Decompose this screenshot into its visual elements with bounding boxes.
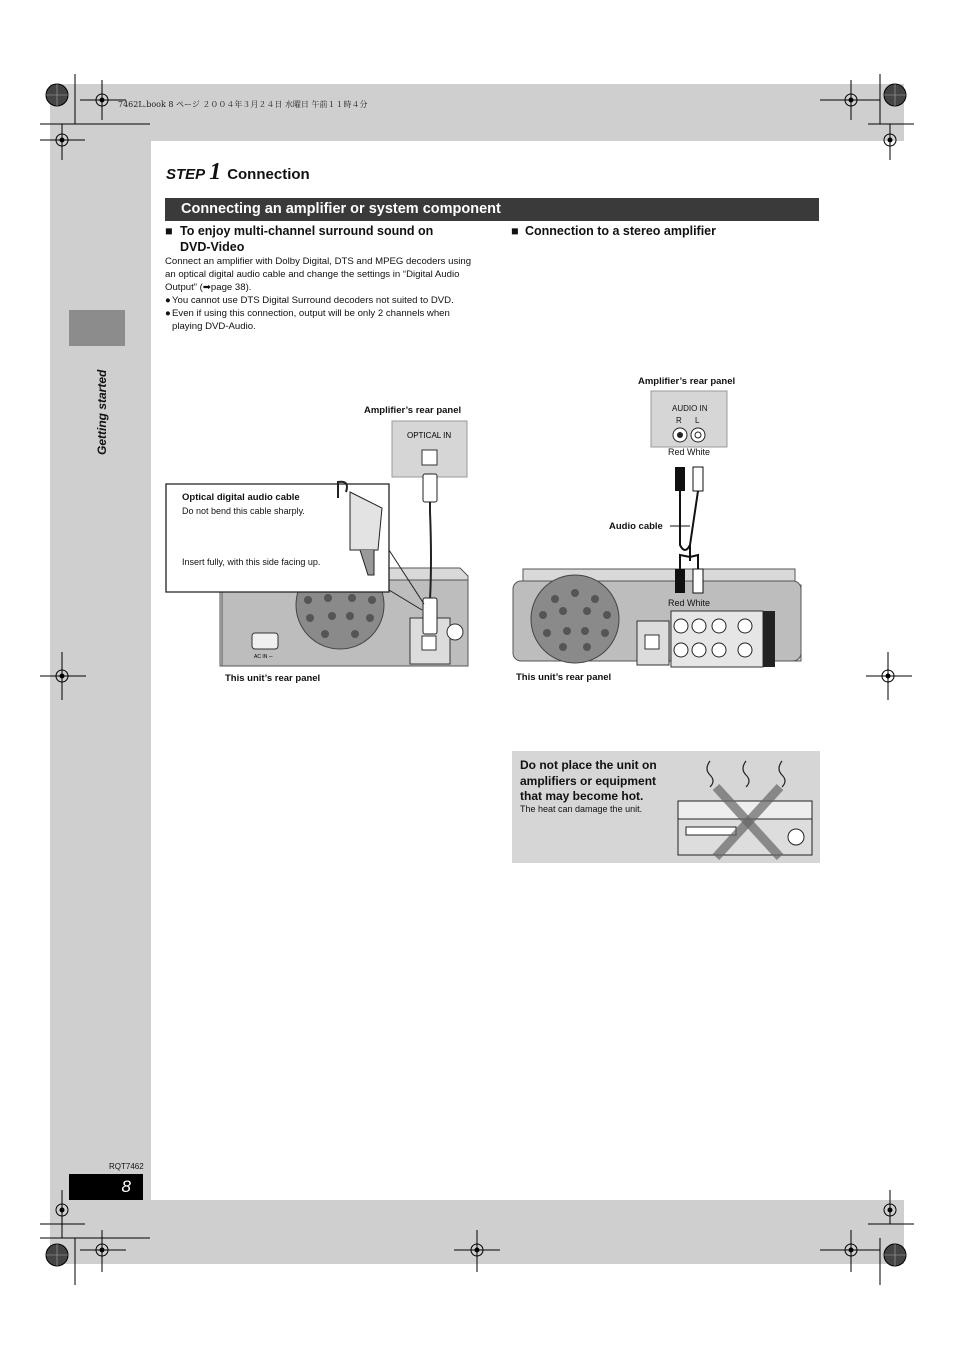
step-title: Connection	[227, 166, 310, 183]
channel-l-label: L	[695, 416, 700, 425]
left-body	[165, 255, 475, 333]
left-unit-label: This unit’s rear panel	[225, 673, 321, 684]
left-amp-label: Amplifier’s rear panel	[364, 405, 462, 416]
right-heading: Connection to a stereo amplifier	[525, 224, 717, 238]
warning-text: The heat can damage the unit.	[520, 804, 643, 814]
left-intro: Connect an amplifier with Dolby Digital, DTS and MPEG decoders using an optical digital audio cable and change the settings in “Digital Audio Output” (➡page 38).	[165, 256, 472, 293]
optical-in-label: OPTICAL IN	[407, 431, 452, 440]
audio-cable-label: Audio cable	[609, 521, 663, 532]
square-bullet-icon: ■	[165, 224, 173, 238]
warning-title: Do not place the unit on amplifiers or equipment that may become hot.	[520, 758, 657, 803]
optical-connection-diagram	[160, 400, 480, 700]
square-bullet-icon: ■	[511, 224, 519, 238]
bullet-icon: ●	[165, 295, 171, 306]
left-bullet-1: You cannot use DTS Digital Surround decoders not suited to DVD.	[172, 295, 454, 306]
left-bullet-2: Even if using this connection, output will be only 2 channels when playing DVD-Audio.	[172, 308, 450, 332]
left-heading-block	[165, 223, 465, 255]
side-label: Getting started	[95, 369, 109, 455]
bottom-plug-colors: Red White	[668, 598, 711, 608]
step-word: STEP	[166, 166, 206, 183]
audio-in-label: AUDIO IN	[672, 404, 708, 413]
insert-note: Insert fully, with this side facing up.	[182, 557, 321, 567]
step-number: 1	[209, 159, 222, 185]
warning-box	[512, 751, 820, 863]
hot-equipment-icon	[676, 757, 816, 861]
cable-title: Optical digital audio cable	[182, 492, 300, 503]
ac-in-label: AC IN ∼	[254, 654, 273, 660]
section-title: Connecting an amplifier or system component	[165, 198, 819, 221]
right-heading-block	[511, 223, 811, 239]
page-number: 8	[69, 1174, 143, 1200]
doc-code: RQT7462	[109, 1162, 144, 1171]
file-info: 7462L.book 8 ページ ２００４年３月２４日 水曜日 午前１１時４分	[118, 100, 368, 109]
top-plug-colors: Red White	[668, 447, 711, 457]
stereo-connection-diagram	[505, 385, 825, 685]
left-heading: To enjoy multi-channel surround sound on DVD-Video	[180, 224, 434, 254]
step-heading	[166, 159, 310, 186]
cable-note: Do not bend this cable sharply.	[182, 506, 305, 516]
channel-r-label: R	[676, 416, 682, 425]
right-amp-label: Amplifier’s rear panel	[638, 376, 736, 387]
bullet-icon: ●	[165, 308, 171, 319]
right-unit-label: This unit’s rear panel	[516, 672, 612, 683]
